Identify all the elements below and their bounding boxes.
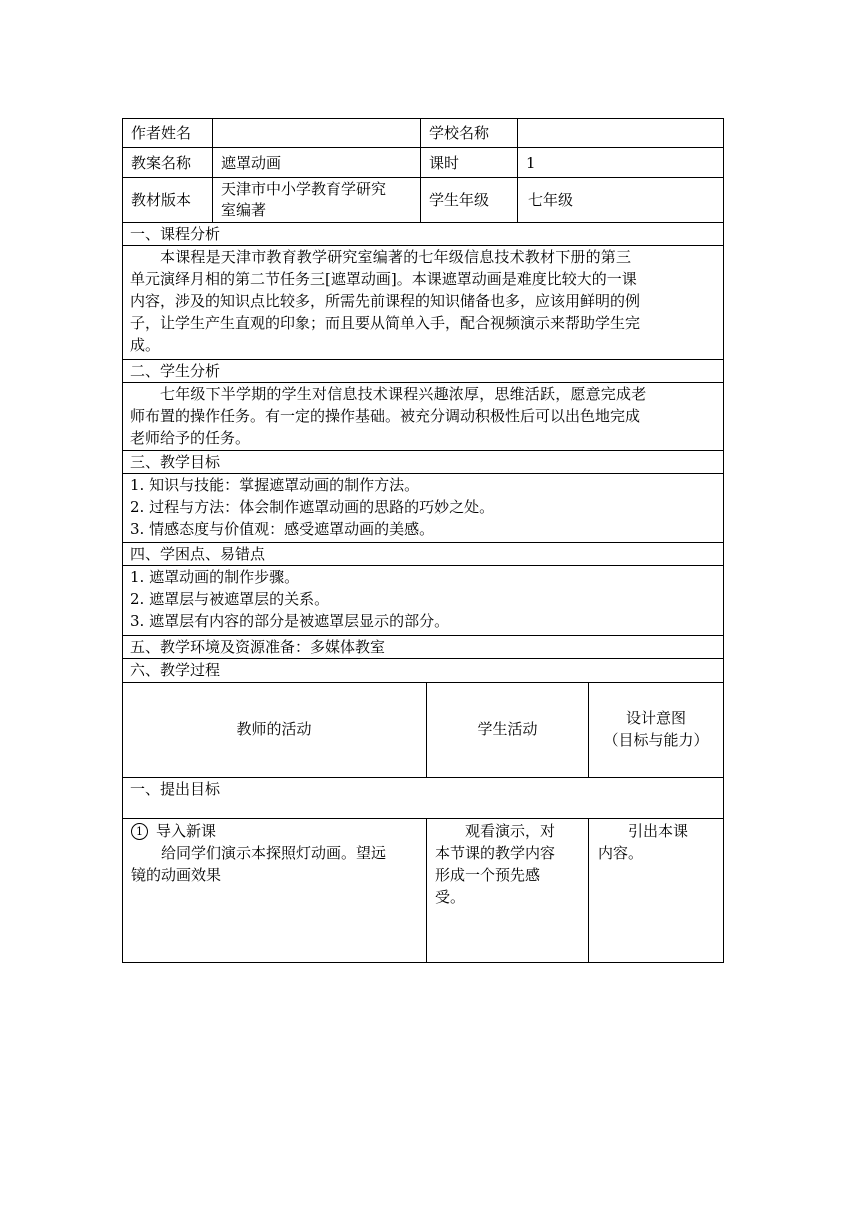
school-label: 学校名称 — [429, 124, 490, 142]
step-title: 导入新课 — [156, 822, 217, 840]
difficulty-item: 1. 遮罩动画的制作步骤。 — [130, 568, 300, 586]
design-intent-line: 内容。 — [598, 844, 644, 862]
col-header-design-line1: 设计意图 — [625, 709, 686, 727]
course-analysis-heading: 一、课程分析 — [130, 225, 221, 243]
col-header-teacher: 教师的活动 — [236, 720, 312, 738]
course-line: 成。 — [130, 336, 161, 354]
step-teacher-cell — [122, 820, 426, 886]
design-intent-line: 引出本课 — [628, 822, 689, 840]
goal-item: 3. 情感态度与价值观：感受遮罩动画的美感。 — [130, 520, 435, 538]
student-activity-line: 形成一个预先感 — [435, 866, 541, 884]
hours-value: 1 — [526, 154, 536, 172]
grade-label: 学生年级 — [429, 191, 490, 209]
difficulties-list — [122, 566, 722, 632]
hours-label: 课时 — [429, 154, 460, 172]
edition-value-line1: 天津市中小学教育学研究 — [221, 180, 387, 198]
course-line: 本课程是天津市教育教学研究室编著的七年级信息技术教材下册的第三 — [160, 248, 632, 266]
student-analysis-heading: 二、学生分析 — [130, 362, 221, 380]
author-label: 作者姓名 — [131, 124, 192, 142]
course-analysis-body — [122, 246, 722, 356]
course-line: 内容，涉及的知识点比较多，所需先前课程的知识储备也多，应该用鲜明的例 — [130, 292, 641, 310]
student-line: 师布置的操作任务。有一定的操作基础。被充分调动积极性后可以出色地完成 — [130, 407, 641, 425]
environment-row: 五、教学环境及资源准备：多媒体教室 — [130, 638, 386, 656]
student-activity-line: 本节课的教学内容 — [435, 844, 556, 862]
difficulty-item: 3. 遮罩层有内容的部分是被遮罩层显示的部分。 — [130, 612, 450, 630]
step-number-badge: 1 — [131, 823, 148, 840]
col-header-student: 学生活动 — [477, 720, 538, 738]
student-activity-line: 观看演示，对 — [465, 822, 556, 840]
student-activity-line: 受。 — [435, 888, 466, 906]
teacher-activity-line: 给同学们演示本探照灯动画。望远 — [161, 844, 387, 862]
goal-item: 2. 过程与方法：体会制作遮罩动画的思路的巧妙之处。 — [130, 498, 495, 516]
student-line: 老师给予的任务。 — [130, 429, 251, 447]
process-heading: 六、教学过程 — [130, 661, 221, 679]
plan-label: 教案名称 — [131, 154, 192, 172]
section-propose-goals: 一、提出目标 — [130, 780, 221, 798]
step-title-row — [131, 820, 426, 842]
student-analysis-body — [122, 383, 722, 449]
step-design-cell — [589, 820, 723, 864]
col-header-design — [589, 707, 723, 751]
student-line: 七年级下半学期的学生对信息技术课程兴趣浓厚，思维活跃，愿意完成老 — [160, 385, 647, 403]
col-header-design-line2: （目标与能力） — [603, 731, 709, 749]
grade-value: 七年级 — [528, 191, 574, 209]
course-line: 子，让学生产生直观的印象；而且要从简单入手，配合视频演示来帮助学生完 — [130, 314, 641, 332]
teacher-activity-line: 镜的动画效果 — [131, 866, 222, 884]
goal-item: 1. 知识与技能：掌握遮罩动画的制作方法。 — [130, 476, 420, 494]
plan-value: 遮罩动画 — [221, 154, 282, 172]
goals-heading: 三、教学目标 — [130, 453, 221, 471]
difficulties-heading: 四、学困点、易错点 — [130, 545, 266, 563]
step-student-cell — [427, 820, 588, 908]
edition-label: 教材版本 — [131, 191, 192, 209]
edition-value-line2: 室编著 — [221, 201, 267, 219]
lesson-plan-table — [122, 118, 724, 963]
difficulty-item: 2. 遮罩层与被遮罩层的关系。 — [130, 590, 330, 608]
course-line: 单元演绎月相的第二节任务三[遮罩动画]。本课遮罩动画是难度比较大的一课 — [130, 270, 637, 288]
goals-list — [122, 474, 722, 540]
